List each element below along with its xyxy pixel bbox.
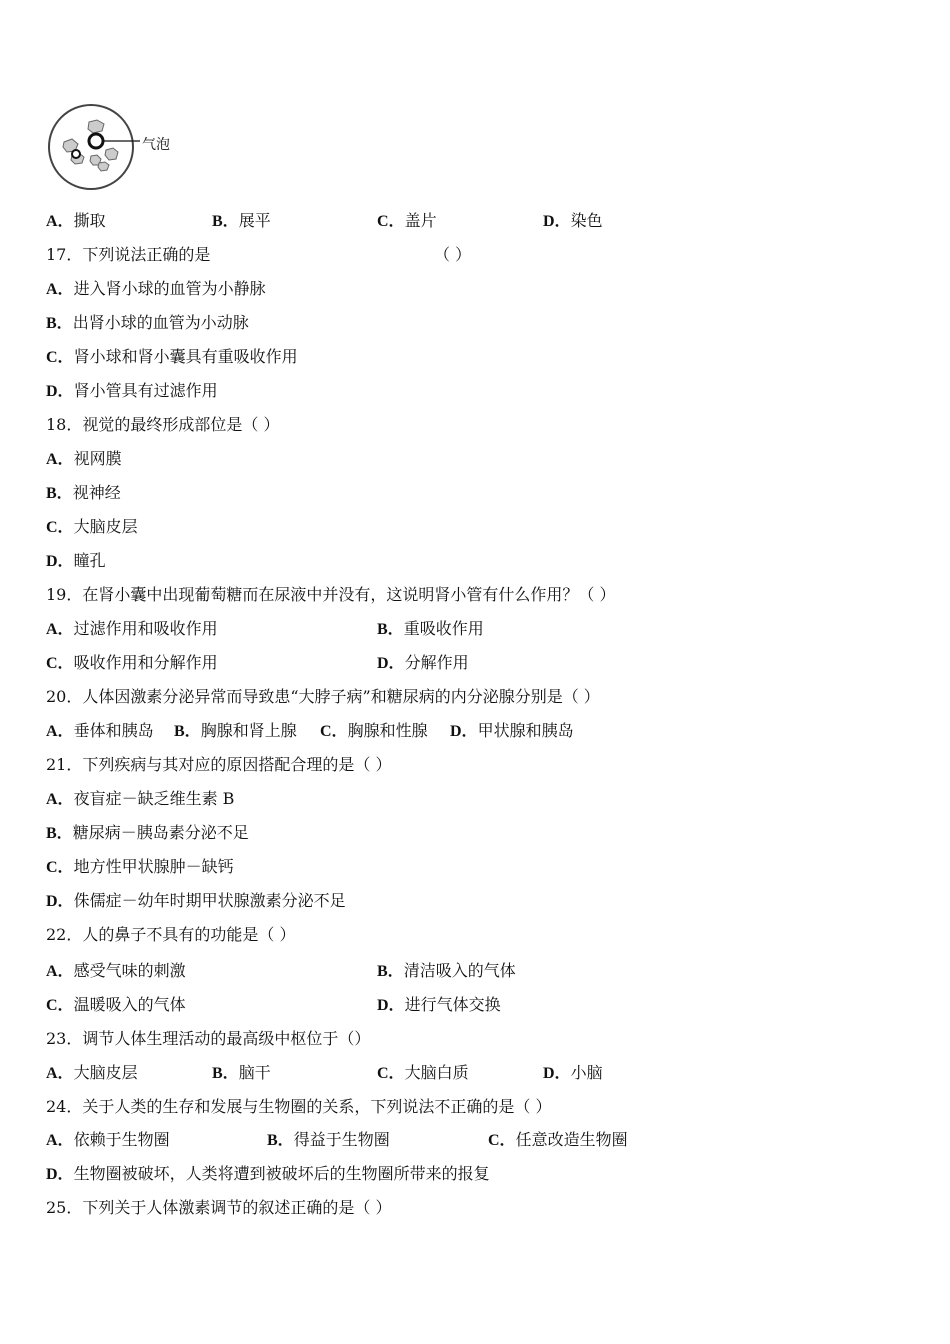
q23-option-d: D．小脑 [543, 1063, 603, 1082]
q21-option-a: A．夜盲症－缺乏维生素 B [46, 789, 235, 808]
q20-option-d: D．甲状腺和胰岛 [450, 721, 574, 740]
cell-4 [105, 148, 118, 160]
q17-option-a: A．进入肾小球的血管为小静脉 [46, 279, 266, 298]
q20-stem: 20．人体因激素分泌异常而导致患“大脖子病”和糖尿病的内分泌腺分别是（ ） [46, 687, 600, 706]
q17-stem: 17．下列说法正确的是 [46, 245, 211, 264]
q24-stem: 24．关于人类的生存和发展与生物圈的关系，下列说法不正确的是（ ） [46, 1097, 552, 1116]
q22-option-c: C．温暖吸入的气体 [46, 995, 186, 1014]
q24-option-a: A．依赖于生物圈 [46, 1130, 170, 1149]
q23-option-c: C．大脑白质 [377, 1063, 469, 1082]
q20-option-b: B．胸腺和肾上腺 [174, 721, 297, 740]
q18-option-c: C．大脑皮层 [46, 517, 138, 536]
q22-option-a: A．感受气味的刺激 [46, 961, 186, 980]
q22-option-d: D．进行气体交换 [377, 995, 501, 1014]
q19-option-c: C．吸收作用和分解作用 [46, 653, 218, 672]
q21-option-b: B．糖尿病－胰岛素分泌不足 [46, 823, 249, 842]
q25-stem: 25．下列关于人体激素调节的叙述正确的是（ ） [46, 1198, 392, 1217]
figure-label-bubble: 气泡 [142, 137, 170, 153]
q19-option-b: B．重吸收作用 [377, 619, 484, 638]
q20-option-c: C．胸腺和性腺 [320, 721, 428, 740]
q20-option-a: A．垂体和胰岛 [46, 721, 154, 740]
bubble-small [72, 150, 80, 158]
q19-option-d: D．分解作用 [377, 653, 469, 672]
q23-option-a: A．大脑皮层 [46, 1063, 138, 1082]
q18-option-b: B．视神经 [46, 483, 121, 502]
q22-option-b: B．清洁吸入的气体 [377, 961, 516, 980]
q24-option-b: B．得益于生物圈 [267, 1130, 390, 1149]
q21-option-d: D．侏儒症－幼年时期甲状腺激素分泌不足 [46, 891, 346, 910]
q21-stem: 21．下列疾病与其对应的原因搭配合理的是（ ） [46, 755, 392, 774]
cell-6 [98, 162, 109, 171]
q21-option-c: C．地方性甲状腺肿－缺钙 [46, 857, 234, 876]
q16-option-d: D．染色 [543, 211, 603, 230]
q24-option-d: D．生物圈被破坏，人类将遭到被破坏后的生物圈所带来的报复 [46, 1164, 490, 1183]
q17-option-c: C．肾小球和肾小囊具有重吸收作用 [46, 347, 298, 366]
bubble-large [89, 134, 103, 148]
q16-option-a: A．撕取 [46, 211, 106, 230]
q17-answer-paren: （ ） [434, 245, 472, 264]
q23-option-b: B．脑干 [212, 1063, 271, 1082]
q23-stem: 23．调节人体生理活动的最高级中枢位于（） [46, 1029, 371, 1048]
q16-option-c: C．盖片 [377, 211, 437, 230]
q16-option-b: B．展平 [212, 211, 271, 230]
q18-option-d: D．瞳孔 [46, 551, 106, 570]
q24-option-c: C．任意改造生物圈 [488, 1130, 628, 1149]
q17-option-b: B．出肾小球的血管为小动脉 [46, 313, 249, 332]
q17-option-d: D．肾小管具有过滤作用 [46, 381, 218, 400]
q19-stem: 19．在肾小囊中出现葡萄糖而在尿液中并没有，这说明肾小管有什么作用？（ ） [46, 585, 616, 604]
q19-option-a: A．过滤作用和吸收作用 [46, 619, 218, 638]
q22-stem: 22．人的鼻子不具有的功能是（ ） [46, 925, 296, 944]
q18-option-a: A．视网膜 [46, 449, 122, 468]
q18-stem: 18．视觉的最终形成部位是（ ） [46, 415, 280, 434]
